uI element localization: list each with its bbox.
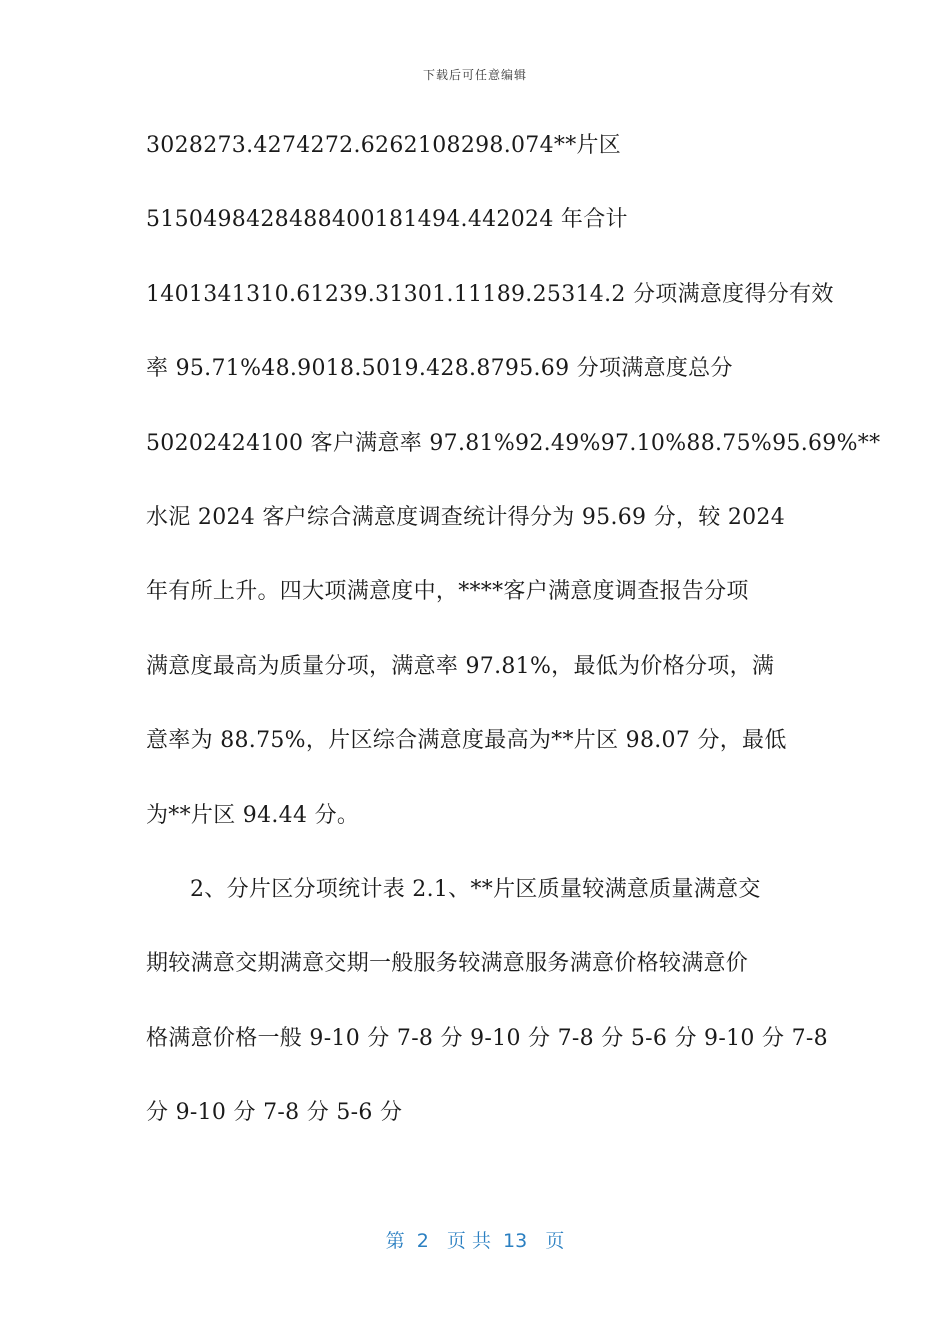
text-line: 5150498428488400181494.442024 年合计 — [146, 207, 628, 233]
text-line: 3028273.4274272.6262108298.074**片区 — [146, 133, 622, 158]
text-line: 2、分片区分项统计表 2.1、**片区质量较满意质量满意交 — [190, 876, 761, 902]
text-line: 50202424100 客户满意率 97.81%92.49%97.10%88.75%95.69%** — [146, 430, 881, 456]
text-line: 率 95.71%48.9018.5019.428.8795.69 分项满意度总分 — [146, 356, 733, 382]
text-line: 期较满意交期满意交期一般服务较满意服务满意价格较满意价 — [146, 951, 749, 977]
text-line: 格满意价格一般 9-10 分 7-8 分 9-10 分 7-8 分 5-6 分 9-10 分 7-8 — [146, 1025, 828, 1051]
text-line: 意率为 88.75%，片区综合满意度最高为**片区 98.07 分，最低 — [146, 728, 787, 754]
page-number: 第 2 页 共 13 页 — [385, 1230, 565, 1252]
text-line: 为**片区 94.44 分。 — [146, 802, 360, 828]
text-line: 满意度最高为质量分项，满意率 97.81%，最低为价格分项，满 — [146, 653, 775, 679]
header-note: 下载后可任意编辑 — [422, 68, 527, 82]
text-line: 水泥 2024 客户综合满意度调查统计得分为 95.69 分，较 2024 — [146, 504, 786, 530]
text-line: 年有所上升。四大项满意度中，****客户满意度调查报告分项 — [146, 579, 749, 605]
text-line: 1401341310.61239.31301.11189.25314.2 分项满意度得分有效 — [146, 281, 834, 307]
text-line: 分 9-10 分 7-8 分 5-6 分 — [146, 1100, 403, 1126]
document-body — [146, 126, 881, 1167]
